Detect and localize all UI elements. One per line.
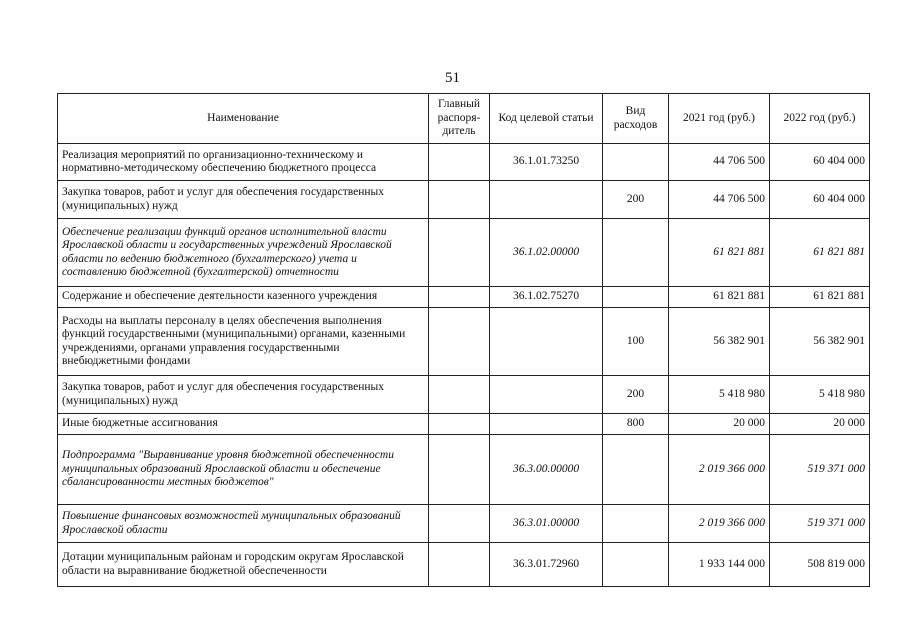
row-2022: 61 821 881 bbox=[770, 219, 870, 287]
row-2021: 2 019 366 000 bbox=[669, 505, 770, 543]
row-name: Реализация мероприятий по организационно-техническому и нормативно-методическому обеспечению бюджетного процесса bbox=[58, 144, 429, 181]
row-type bbox=[603, 543, 669, 587]
table-header-row bbox=[58, 94, 870, 144]
table-row bbox=[58, 308, 870, 376]
row-2022: 56 382 901 bbox=[770, 308, 870, 376]
row-2022: 20 000 bbox=[770, 414, 870, 435]
row-2022: 519 371 000 bbox=[770, 505, 870, 543]
row-2022: 519 371 000 bbox=[770, 435, 870, 505]
row-code bbox=[490, 181, 603, 219]
row-type bbox=[603, 505, 669, 543]
row-code bbox=[490, 308, 603, 376]
row-code: 36.1.02.00000 bbox=[490, 219, 603, 287]
row-2021: 2 019 366 000 bbox=[669, 435, 770, 505]
row-name: Расходы на выплаты персоналу в целях обеспечения выполнения функций государственными (муниципальными) органами, казенными учреждениями, органами управления государственными внебюджетными фондами bbox=[58, 308, 429, 376]
row-code bbox=[490, 376, 603, 414]
row-type bbox=[603, 287, 669, 308]
table-row bbox=[58, 505, 870, 543]
row-admin bbox=[429, 376, 490, 414]
header-code: Код целевой статьи bbox=[490, 94, 603, 144]
row-2021: 20 000 bbox=[669, 414, 770, 435]
row-2022: 61 821 881 bbox=[770, 287, 870, 308]
row-admin bbox=[429, 308, 490, 376]
row-code: 36.3.00.00000 bbox=[490, 435, 603, 505]
row-type: 100 bbox=[603, 308, 669, 376]
row-name: Закупка товаров, работ и услуг для обеспечения государственных (муниципальных) нужд bbox=[58, 376, 429, 414]
row-name: Содержание и обеспечение деятельности казенного учреждения bbox=[58, 287, 429, 308]
table-row bbox=[58, 181, 870, 219]
row-admin bbox=[429, 414, 490, 435]
row-type bbox=[603, 435, 669, 505]
row-2021: 5 418 980 bbox=[669, 376, 770, 414]
header-2022: 2022 год (руб.) bbox=[770, 94, 870, 144]
row-admin bbox=[429, 435, 490, 505]
row-2022: 5 418 980 bbox=[770, 376, 870, 414]
row-code: 36.3.01.72960 bbox=[490, 543, 603, 587]
table-row bbox=[58, 144, 870, 181]
row-2021: 1 933 144 000 bbox=[669, 543, 770, 587]
table-row bbox=[58, 543, 870, 587]
row-name: Закупка товаров, работ и услуг для обеспечения государственных (муниципальных) нужд bbox=[58, 181, 429, 219]
row-admin bbox=[429, 505, 490, 543]
table-row bbox=[58, 376, 870, 414]
row-type bbox=[603, 219, 669, 287]
table-row bbox=[58, 219, 870, 287]
row-2021: 56 382 901 bbox=[669, 308, 770, 376]
row-name: Иные бюджетные ассигнования bbox=[58, 414, 429, 435]
row-admin bbox=[429, 181, 490, 219]
row-type: 200 bbox=[603, 181, 669, 219]
table-row bbox=[58, 414, 870, 435]
header-admin: Главный распоря-дитель bbox=[429, 94, 490, 144]
row-name: Дотации муниципальным районам и городским округам Ярославской области на выравнивание бюджетной обеспеченности bbox=[58, 543, 429, 587]
row-type bbox=[603, 144, 669, 181]
budget-table bbox=[57, 93, 870, 587]
row-admin bbox=[429, 219, 490, 287]
row-admin bbox=[429, 287, 490, 308]
row-2021: 61 821 881 bbox=[669, 219, 770, 287]
row-2022: 60 404 000 bbox=[770, 181, 870, 219]
table-row bbox=[58, 287, 870, 308]
page-number: 51 bbox=[445, 70, 460, 86]
row-name: Повышение финансовых возможностей муниципальных образований Ярославской области bbox=[58, 505, 429, 543]
row-code bbox=[490, 414, 603, 435]
row-2021: 44 706 500 bbox=[669, 181, 770, 219]
row-2022: 60 404 000 bbox=[770, 144, 870, 181]
row-admin bbox=[429, 144, 490, 181]
header-2021: 2021 год (руб.) bbox=[669, 94, 770, 144]
row-admin bbox=[429, 543, 490, 587]
header-type: Вид расходов bbox=[603, 94, 669, 144]
row-code: 36.3.01.00000 bbox=[490, 505, 603, 543]
table-row bbox=[58, 435, 870, 505]
row-name: Обеспечение реализации функций органов исполнительной власти Ярославской области и государственных учреждений Ярославской области по ведению бюджетного (бухгалтерского) учета и составлению бюджетной (бухгалтерской) отчетности bbox=[58, 219, 429, 287]
row-2021: 44 706 500 bbox=[669, 144, 770, 181]
row-name: Подпрограмма "Выравнивание уровня бюджетной обеспеченности муниципальных образований Ярославской области и обеспечение сбалансированности местных бюджетов" bbox=[58, 435, 429, 505]
row-2021: 61 821 881 bbox=[669, 287, 770, 308]
row-2022: 508 819 000 bbox=[770, 543, 870, 587]
row-code: 36.1.01.73250 bbox=[490, 144, 603, 181]
row-code: 36.1.02.75270 bbox=[490, 287, 603, 308]
table-body bbox=[58, 144, 870, 587]
row-type: 800 bbox=[603, 414, 669, 435]
header-name: Наименование bbox=[58, 94, 429, 144]
row-type: 200 bbox=[603, 376, 669, 414]
